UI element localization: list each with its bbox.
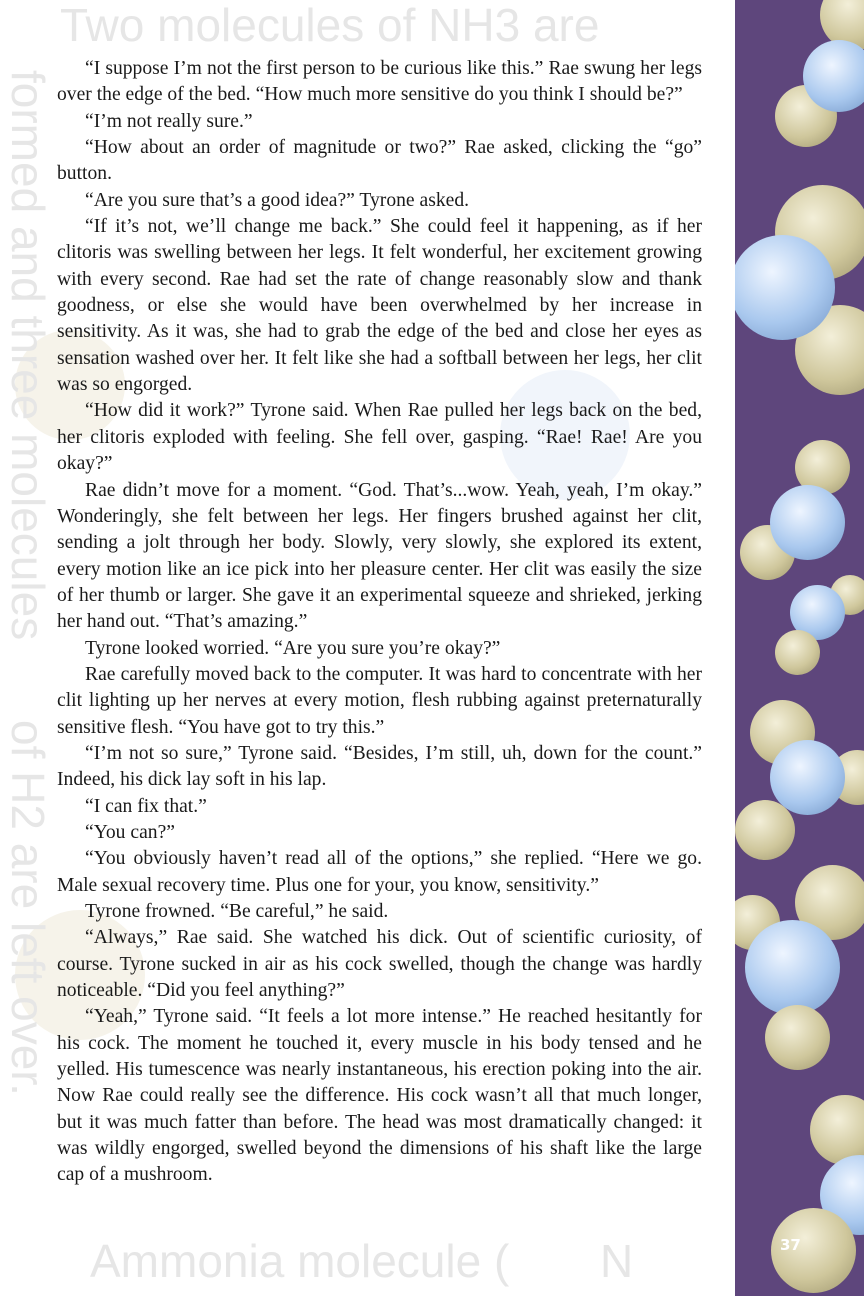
paragraph: Rae didn’t move for a moment. “God. That’s...wow. Yeah, yeah, I’m okay.” Wonderingly, she felt between her legs. Her fingers brushed against her clit, sending a jolt through her body. Slowly, very slowly, she explored its extent, every motion like an ice pick into her pleasure center. Her clit was easily the size of her thumb or larger. She gave it an experimental squeeze and shrieked, jerking her hand out. “That’s amazing.” bbox=[57, 479, 702, 633]
nitrogen-atom-icon bbox=[770, 740, 845, 815]
page-number: 37 bbox=[780, 1236, 801, 1254]
watermark-caption-line: of H2 are left over. bbox=[2, 720, 54, 1096]
paragraph: Rae carefully moved back to the computer. It was hard to concentrate with her clit lighting up her nerves at every motion, flesh rubbing against preternaturally sensitive flesh. “You have got to try this.” bbox=[57, 663, 702, 738]
paragraph: “Are you sure that’s a good idea?” Tyrone asked. bbox=[85, 189, 470, 211]
paragraph: “If it’s not, we’ll change me back.” She could feel it happening, as if her clitoris was swelling between her legs. It felt wonderful, her excitement growing with every second. Rae had set the rate of change reasonably slow and thank goodness, or else she would have been overwhelmed by her increase in sensitivity. As it was, she had to grab the edge of the bed and close her eyes as sensation washed over her. It felt like she had a softball between her legs, her clit was so engorged. bbox=[57, 216, 702, 396]
paragraph: “You obviously haven’t read all of the options,” she replied. “Here we go. Male sexual recovery time. Plus one for your, you know, sensitivity.” bbox=[57, 848, 702, 896]
watermark-caption-line: formed and three molecules bbox=[2, 70, 54, 641]
hydrogen-atom-icon bbox=[775, 630, 820, 675]
paragraph: Tyrone looked worried. “Are you sure you’re okay?” bbox=[85, 637, 501, 659]
paragraph: “You can?” bbox=[85, 821, 175, 843]
paragraph: “Always,” Rae said. She watched his dick. Out of scientific curiosity, of course. Tyrone sucked in air as his cock swelled, though the change was hardly noticeable. “Did you feel anything?” bbox=[57, 927, 702, 1002]
paragraph: “How about an order of magnitude or two?” Rae asked, clicking the “go” button. bbox=[57, 137, 702, 185]
nitrogen-atom-icon bbox=[745, 920, 840, 1015]
watermark-label: Ammonia molecule ( bbox=[90, 1235, 510, 1287]
nitrogen-atom-icon bbox=[770, 485, 845, 560]
hydrogen-atom-icon bbox=[735, 800, 795, 860]
paragraph: “Yeah,” Tyrone said. “It feels a lot more intense.” He reached hesitantly for his cock. The moment he touched it, every muscle in his body tensed and he yelled. His tumescence was nearly instantaneous, his erection poking into the air. Now Rae could really see the difference. His cock wasn’t all that much longer, but it was much fatter than before. The head was most dramatically changed: it was wildly engorged, swelled beyond the dimensions of his shaft like the large cap of a mushroom. bbox=[57, 1006, 702, 1186]
paragraph: “I can fix that.” bbox=[85, 795, 207, 817]
body-text bbox=[57, 56, 702, 1189]
paragraph: “I’m not really sure.” bbox=[85, 110, 253, 132]
molecule-sidebar bbox=[735, 0, 864, 1296]
paragraph: “I suppose I’m not the first person to be curious like this.” Rae swung her legs over the edge of the bed. “How much more sensitive do you think I should be?” bbox=[57, 58, 702, 106]
paragraph: “How did it work?” Tyrone said. When Rae pulled her legs back on the bed, her clitoris exploded with feeling. She fell over, gasping. “Rae! Rae! Are you okay?” bbox=[57, 400, 702, 475]
watermark-atom-label: N bbox=[600, 1235, 634, 1287]
paragraph: Tyrone frowned. “Be careful,” he said. bbox=[85, 901, 389, 922]
paragraph: “I’m not so sure,” Tyrone said. “Besides, I’m still, uh, down for the count.” Indeed, his dick lay soft in his lap. bbox=[57, 742, 702, 791]
hydrogen-atom-icon bbox=[765, 1005, 830, 1070]
watermark-caption-line: Two molecules of NH3 are bbox=[60, 0, 600, 51]
